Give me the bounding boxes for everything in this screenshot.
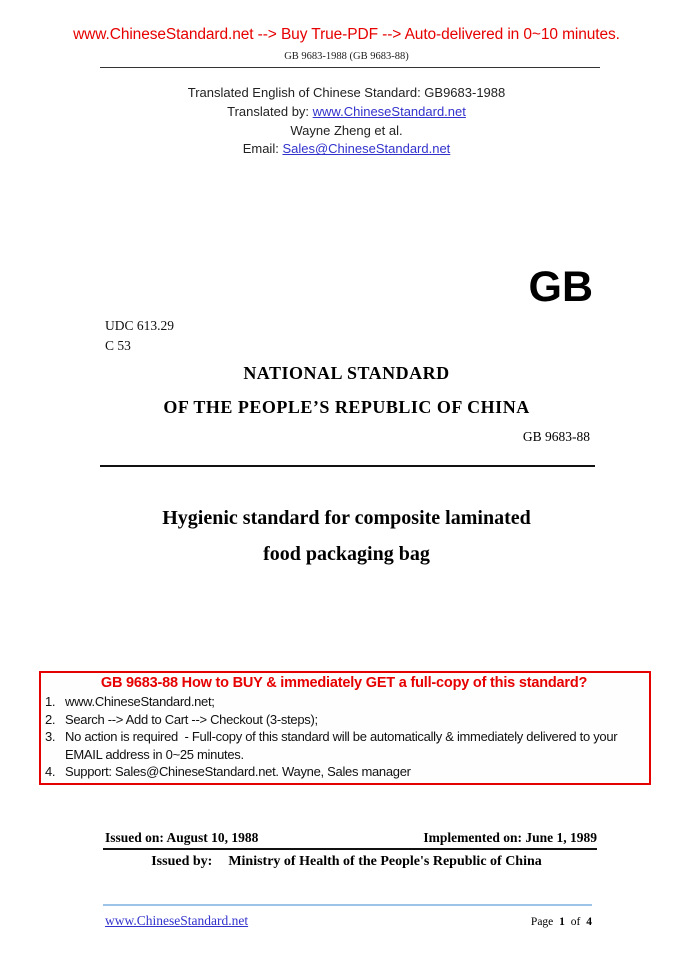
email-link[interactable]: Sales@ChineseStandard.net bbox=[282, 141, 451, 157]
class-code: C 53 bbox=[105, 338, 131, 353]
translator-name: Wayne Zheng et al. bbox=[290, 122, 403, 138]
buy-step-text: Search --> Add to Cart --> Checkout (3-steps); bbox=[65, 711, 318, 727]
dates-divider bbox=[103, 848, 597, 850]
buy-step-number: 3. bbox=[45, 729, 56, 744]
buy-step bbox=[45, 693, 643, 711]
issued-by-label: Issued by: bbox=[151, 854, 213, 869]
footer-divider bbox=[103, 904, 592, 906]
document-title-line2: food packaging bag bbox=[263, 543, 430, 565]
classification-block bbox=[105, 316, 174, 356]
buy-step-number: 2. bbox=[45, 711, 56, 727]
translated-by-link[interactable]: www.ChineseStandard.net bbox=[312, 103, 466, 119]
buy-step-text: Support: Sales@ChineseStandard.net. Wayne, Sales manager bbox=[65, 764, 411, 779]
buy-step-text: www.ChineseStandard.net; bbox=[65, 694, 215, 709]
translated-by-label: Translated by: bbox=[227, 103, 313, 119]
buy-step bbox=[45, 728, 643, 763]
buy-step-number: 4. bbox=[45, 764, 56, 779]
national-standard-heading: NATIONAL STANDARD bbox=[243, 363, 450, 383]
buy-step-number: 1. bbox=[45, 694, 56, 709]
republic-heading: OF THE PEOPLE’S REPUBLIC OF CHINA bbox=[163, 397, 530, 417]
buy-banner: www.ChineseStandard.net --> Buy True-PDF --> Auto-delivered in 0~10 minutes. bbox=[73, 26, 620, 43]
page-total: 4 bbox=[586, 916, 592, 928]
udc-code: UDC 613.29 bbox=[105, 318, 175, 333]
buy-instructions-box bbox=[39, 671, 651, 785]
translated-by-line bbox=[0, 103, 693, 122]
page-indicator bbox=[531, 916, 592, 928]
buy-step bbox=[45, 711, 643, 729]
translation-block bbox=[0, 84, 693, 159]
buy-step-text: No action is required - Full-copy of this standard will be automatically & immediately delivered to your EMAIL address in 0~25 minutes. bbox=[65, 729, 621, 762]
issued-by-line bbox=[0, 854, 693, 870]
issued-on-date: Issued on: August 10, 1988 bbox=[105, 830, 259, 845]
gb-logo: GB bbox=[528, 263, 593, 311]
email-label: Email: bbox=[242, 141, 283, 157]
header-divider bbox=[100, 67, 600, 68]
doc-code-header: GB 9683-1988 (GB 9683-88) bbox=[284, 51, 409, 62]
standard-number: GB 9683-88 bbox=[522, 429, 590, 444]
page-of-label: of bbox=[570, 916, 581, 928]
page-label: Page bbox=[530, 916, 554, 928]
email-line bbox=[0, 140, 693, 159]
page-current: 1 bbox=[559, 916, 565, 928]
buy-box-title: GB 9683-88 How to BUY & immediately GET a full-copy of this standard? bbox=[100, 675, 588, 691]
translation-line: Translated English of Chinese Standard: GB9683-1988 bbox=[187, 85, 506, 100]
publication-dates-row bbox=[105, 830, 597, 846]
implemented-on-date: Implemented on: June 1, 1989 bbox=[423, 830, 597, 845]
heading-divider bbox=[100, 465, 595, 467]
buy-step bbox=[45, 763, 643, 781]
document-title-line1: Hygienic standard for composite laminated bbox=[162, 507, 531, 529]
issued-by-value: Ministry of Health of the People's Republic of China bbox=[228, 854, 542, 869]
footer-site-link[interactable]: www.ChineseStandard.net bbox=[105, 913, 249, 928]
